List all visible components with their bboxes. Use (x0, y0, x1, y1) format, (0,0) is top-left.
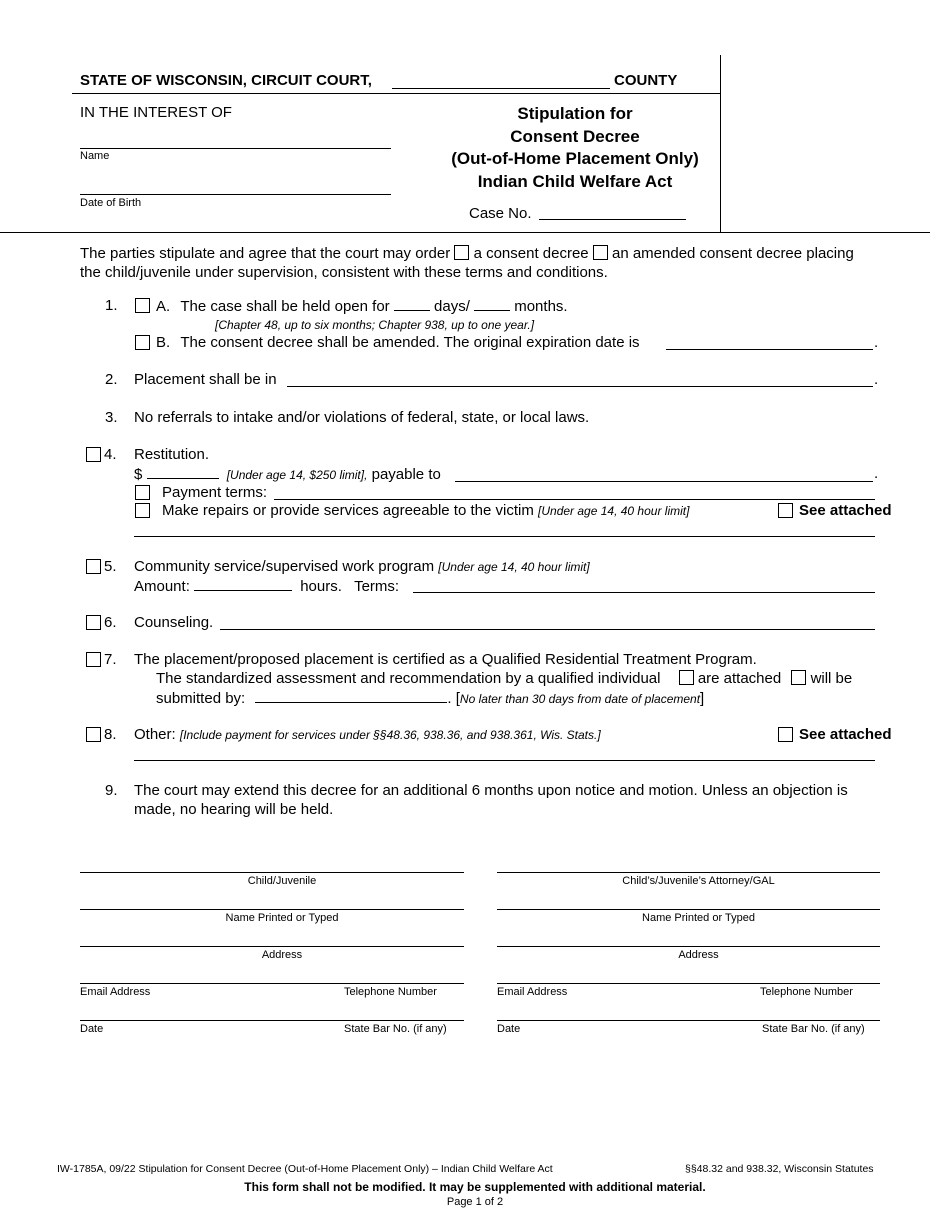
child-phone-label: Telephone Number (344, 986, 437, 998)
item-5-number: 5. (104, 558, 117, 575)
amount-label: Amount: (134, 578, 190, 595)
item-4-see-attached-checkbox[interactable] (778, 503, 793, 518)
submitted-by-note: No later than 30 days from date of placement (459, 692, 701, 706)
expiration-date-field[interactable] (666, 349, 873, 350)
intro-line-1 (80, 245, 854, 262)
item-5-row-1 (134, 558, 590, 575)
item-9-line-1: The court may extend this decree for an additional 6 months upon notice and motion. Unless an objection is (134, 782, 848, 799)
item-4-number: 4. (104, 446, 117, 463)
item-3-text: No referrals to intake and/or violations of federal, state, or local laws. (134, 409, 590, 426)
repairs-field[interactable] (134, 536, 875, 537)
form-notice: This form shall not be modified. It may be supplemented with additional material. (244, 1180, 706, 1194)
attorney-email-phone-line[interactable] (497, 983, 880, 984)
attorney-date-label: Date (497, 1023, 521, 1035)
item-1a-label: A. (156, 298, 171, 315)
interest-of-label: IN THE INTEREST OF (80, 104, 232, 121)
days-label: days/ (434, 298, 470, 315)
amended-decree-checkbox[interactable] (593, 245, 608, 260)
item-1b-period: . (874, 334, 879, 351)
dob-label: Date of Birth (80, 197, 142, 209)
item-1b-checkbox[interactable] (135, 335, 150, 350)
item-1a-text (156, 297, 568, 315)
days-field[interactable] (394, 297, 430, 311)
item-1-number: 1. (105, 297, 118, 314)
item-1b-sentence: The consent decree shall be amended. The original expiration date is (180, 334, 640, 351)
item-4-checkbox[interactable] (86, 447, 101, 462)
consent-decree-label: a consent decree (473, 245, 589, 262)
attached-label: are attached (697, 670, 782, 687)
months-label: months. (514, 298, 568, 315)
item-9-number: 9. (105, 782, 118, 799)
child-address-label: Address (261, 949, 303, 961)
child-address-line[interactable] (80, 946, 464, 947)
dob-field[interactable] (80, 194, 391, 195)
state-court-label: STATE OF WISCONSIN, CIRCUIT COURT, (80, 72, 372, 89)
item-8-checkbox[interactable] (86, 727, 101, 742)
restitution-limit-note: [Under age 14, $250 limit], (226, 468, 368, 482)
attorney-name-label: Name Printed or Typed (642, 912, 755, 924)
item-1a-sentence: The case shall be held open for (180, 298, 390, 315)
item-1b-text (156, 334, 640, 351)
attorney-name-line[interactable] (497, 909, 880, 910)
consent-decree-checkbox[interactable] (454, 245, 469, 260)
other-label: Other: (134, 726, 176, 743)
item-9-line-2: made, no hearing will be held. (134, 801, 334, 818)
repairs-label: Make repairs or provide services agreeable to the victim (162, 502, 534, 519)
qrtp-line-2 (156, 670, 852, 687)
item-7-checkbox[interactable] (86, 652, 101, 667)
case-no-field[interactable] (539, 205, 686, 220)
placement-field[interactable] (287, 386, 873, 387)
qrtp-line-3: submitted by: . [No later than 30 days from date of placement] (156, 690, 705, 707)
repairs-checkbox[interactable] (135, 503, 150, 518)
assessment-attached-checkbox[interactable] (679, 670, 694, 685)
terms-label: Terms: (354, 578, 400, 595)
item-2-period: . (874, 371, 879, 388)
qrtp-line-1: The placement/proposed placement is certified as a Qualified Residential Treatment Program. (134, 651, 757, 668)
county-label: COUNTY (614, 72, 678, 89)
hours-label: hours. (300, 578, 342, 595)
title-line-4: Indian Child Welfare Act (477, 171, 673, 191)
item-5-row-2 (134, 577, 399, 595)
name-field[interactable] (80, 148, 391, 149)
item-1a-checkbox[interactable] (135, 298, 150, 313)
other-note: [Include payment for services under §§48.36, 938.36, and 938.361, Wis. Stats.] (179, 728, 601, 742)
attorney-phone-label: Telephone Number (760, 986, 853, 998)
repairs-note: [Under age 14, 40 hour limit] (538, 504, 690, 518)
attorney-date-bar-line[interactable] (497, 1020, 880, 1021)
restitution-amount-field[interactable] (147, 465, 219, 479)
child-date-label: Date (80, 1023, 104, 1035)
child-signature-label: Child/Juvenile (247, 875, 317, 887)
case-no-label: Case No. (469, 205, 532, 222)
child-bar-label: State Bar No. (if any) (344, 1023, 447, 1035)
item-4-see-attached-label: See attached (799, 502, 892, 519)
item-2-text: Placement shall be in (134, 371, 277, 388)
payment-terms-field[interactable] (274, 499, 875, 500)
child-name-line[interactable] (80, 909, 464, 910)
restitution-amount-row (134, 465, 441, 483)
title-line-2: Consent Decree (510, 126, 640, 146)
header-divider-horizontal (72, 93, 720, 94)
item-2-number: 2. (105, 371, 118, 388)
community-service-note: [Under age 14, 40 hour limit] (438, 560, 590, 574)
form-title (420, 103, 730, 193)
payable-to-field[interactable] (455, 481, 873, 482)
title-line-3: (Out-of-Home Placement Only) (451, 149, 699, 168)
child-name-label: Name Printed or Typed (225, 912, 339, 924)
child-signature-line[interactable] (80, 872, 464, 873)
counseling-field[interactable] (220, 629, 875, 630)
submitted-by-field[interactable] (255, 689, 447, 703)
attorney-bar-label: State Bar No. (if any) (762, 1023, 865, 1035)
will-be-submitted-checkbox[interactable] (791, 670, 806, 685)
county-field[interactable] (392, 73, 610, 89)
community-terms-field[interactable] (413, 592, 875, 593)
months-field[interactable] (474, 297, 510, 311)
submitted-by-label: submitted by: (156, 690, 246, 707)
assessment-label: The standardized assessment and recommendation by a qualified individual (156, 670, 661, 687)
item-5-checkbox[interactable] (86, 559, 101, 574)
payment-terms-label: Payment terms: (162, 484, 268, 501)
item-6-number: 6. (104, 614, 117, 631)
item-8-number: 8. (104, 726, 117, 743)
counseling-label: Counseling. (134, 614, 214, 631)
payment-terms-checkbox[interactable] (135, 485, 150, 500)
will-be-label: will be (810, 670, 853, 687)
header-bottom-rule (0, 232, 930, 233)
name-label: Name (80, 150, 110, 162)
attorney-email-label: Email Address (497, 986, 568, 998)
item-6-checkbox[interactable] (86, 615, 101, 630)
intro-line-2: the child/juvenile under supervision, consistent with these terms and conditions. (80, 264, 608, 281)
item-1b-label: B. (156, 334, 171, 351)
item-8-row (134, 726, 601, 743)
child-email-phone-line[interactable] (80, 983, 464, 984)
attorney-address-label: Address (678, 949, 719, 961)
attorney-signature-label: Child’s/Juvenile’s Attorney/GAL (622, 875, 775, 887)
other-field[interactable] (134, 760, 875, 761)
attorney-address-line[interactable] (497, 946, 880, 947)
item-8-see-attached-label: See attached (799, 726, 892, 743)
item-8-see-attached-checkbox[interactable] (778, 727, 793, 742)
statutes-reference: §§48.32 and 938.32, Wisconsin Statutes (685, 1163, 874, 1175)
repairs-row (162, 502, 689, 519)
child-date-bar-line[interactable] (80, 1020, 464, 1021)
dollar-sign: $ (134, 466, 143, 483)
community-service-label: Community service/supervised work program (134, 558, 435, 575)
item-3-number: 3. (105, 409, 118, 426)
attorney-signature-line[interactable] (497, 872, 880, 873)
item-7-number: 7. (104, 651, 117, 668)
page-number: Page 1 of 2 (446, 1196, 504, 1208)
item-4-period: . (874, 465, 879, 482)
item-4-title: Restitution. (134, 446, 210, 463)
hours-amount-field[interactable] (194, 577, 292, 591)
title-line-1: Stipulation for (517, 104, 633, 123)
form-id: IW-1785A, 09/22 Stipulation for Consent Decree (Out-of-Home Placement Only) – Indian Child Welfare Act (57, 1163, 553, 1175)
child-email-label: Email Address (80, 986, 151, 998)
payable-to-label: payable to (371, 466, 441, 483)
item-1a-note: [Chapter 48, up to six months; Chapter 938, up to one year.] (215, 318, 535, 332)
amended-decree-label: an amended consent decree placing (611, 245, 854, 262)
intro-text: The parties stipulate and agree that the court may order (80, 245, 451, 262)
